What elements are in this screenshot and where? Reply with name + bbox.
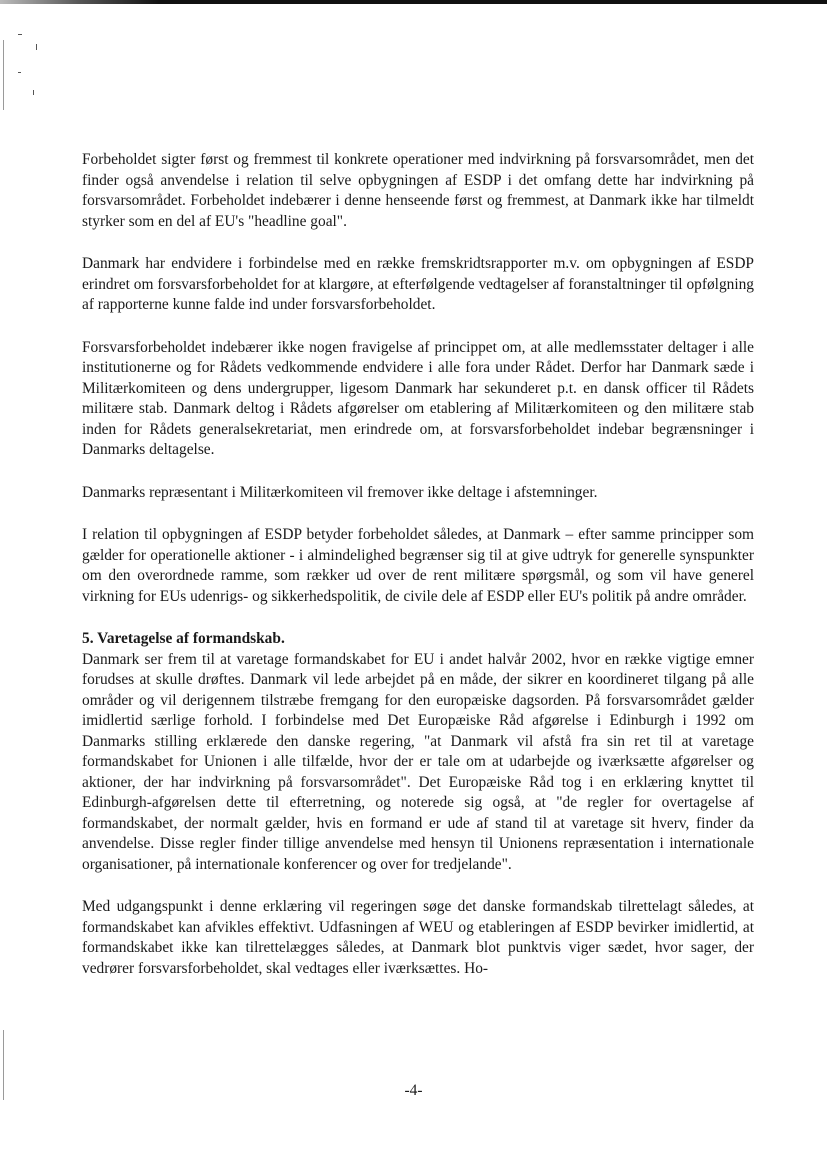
paragraph: Forsvarsforbeholdet indebærer ikke nogen fravigelse af princippet om, at alle medlemsstater deltager i alle institutionerne og for Rådets vedkommende endvidere i alle fora under Rådet. Derfor har Danmark sæde i Militærkomiteen og dens undergrupper, ligesom Danmark har sekunderet p.t. en dansk officer til Rådets militære stab. Danmark deltog i Rådets afgørelser om etablering af Militærkomiteen og den militære stab inden for Rådets generalsekretariat, men erindrede om, at forsvarsforbeholdet indebar begrænsninger i Danmarks deltagelse. xyxy=(82,338,754,458)
scan-artifact-mark xyxy=(36,44,37,50)
scan-top-border xyxy=(0,0,827,4)
paragraph: Danmark ser frem til at varetage formandskabet for EU i andet halvår 2002, hvor en række vigtige emner forudses at skulle drøftes. Danmark vil lede arbejdet på en måde, der sikrer en koordineret tilgang på alle områder og vil derigennem tilstræbe fremgang for den europæiske dagsorden. På forsvarsområdet gælder imidlertid særlige forhold. I forbindelse med Det Europæiske Råd afgørelse i Edinburgh i 1992 om Danmarks stilling erklærede den danske regering, "at Danmark vil afstå fra sin ret til at varetage formandskabet for Unionen i alle tilfælde, hvor der er tale om at udarbejde og iværksætte afgørelser og aktioner, der har indvirkning på forsvarsområdet". Det Europæiske Råd tog i en erklæring knyttet til Edinburgh-afgørelsen dette til efterretning, og noterede sig også, at "de regler for overtagelse af formandskabet, der normalt gælder, hvis en formand er ude af stand til at varetage sit hverv, finder da anvendelse. Disse regler finder tillige anvendelse med hensyn til Unionens repræsentation i internationale organisationer, på internationale konferencer og over for tredjelande". xyxy=(82,650,754,873)
section-heading: 5. Varetagelse af formandskab. xyxy=(82,630,285,647)
scan-artifact-mark xyxy=(18,72,21,73)
paragraph: Med udgangspunkt i denne erklæring vil regeringen søge det danske formandskab tilrettelagt således, at formandskabet kan afvikles effektivt. Udfasningen af WEU og etableringen af ESDP bevirker imidlertid, at formandskabet ikke kan tilrettelægges således, at Danmark blot punktvis viger sædet, hvor sager, der vedrører forsvarsforbeholdet, skal vedtages eller iværksættes. Ho- xyxy=(82,898,754,977)
paragraph: Danmark har endvidere i forbindelse med en række fremskridtsrapporter m.v. om opbygningen af ESDP erindret om forsvarsforbeholdet for at klargøre, at efterfølgende vedtagelser af foranstaltninger til opfølgning af rapporterne kunne falde ind under forsvarsforbeholdet. xyxy=(82,255,754,313)
page-number: -4- xyxy=(404,1082,423,1099)
scan-artifact-mark xyxy=(18,34,22,35)
scan-artifact-mark xyxy=(33,90,34,95)
document-page xyxy=(82,150,754,1001)
paragraph: Forbeholdet sigter først og fremmest til konkrete operationer med indvirkning på forsvarsområdet, men det finder også anvendelse i relation til selve opbygningen af ESDP i det omfang dette har indvirkning på forsvarsområdet. Forbeholdet indebærer i denne henseende først og fremmest, at Danmark ikke har tilmeldt styrker som en del af EU's "headline goal". xyxy=(82,151,754,230)
scan-left-edge xyxy=(3,40,4,110)
paragraph: Danmarks repræsentant i Militærkomiteen vil fremover ikke deltage i afstemninger. xyxy=(82,483,598,501)
paragraph: I relation til opbygningen af ESDP betyder forbeholdet således, at Danmark – efter samme principper som gælder for operationelle aktioner - i almindelighed begrænser sig til at give udtryk for generelle synspunkter om den overordnede ramme, som rækker ud over de rent militære spørgsmål, og som vil have generel virkning for EUs udenrigs- og sikkerhedspolitik, de civile dele af ESDP eller EU's politik på andre områder. xyxy=(82,526,754,605)
